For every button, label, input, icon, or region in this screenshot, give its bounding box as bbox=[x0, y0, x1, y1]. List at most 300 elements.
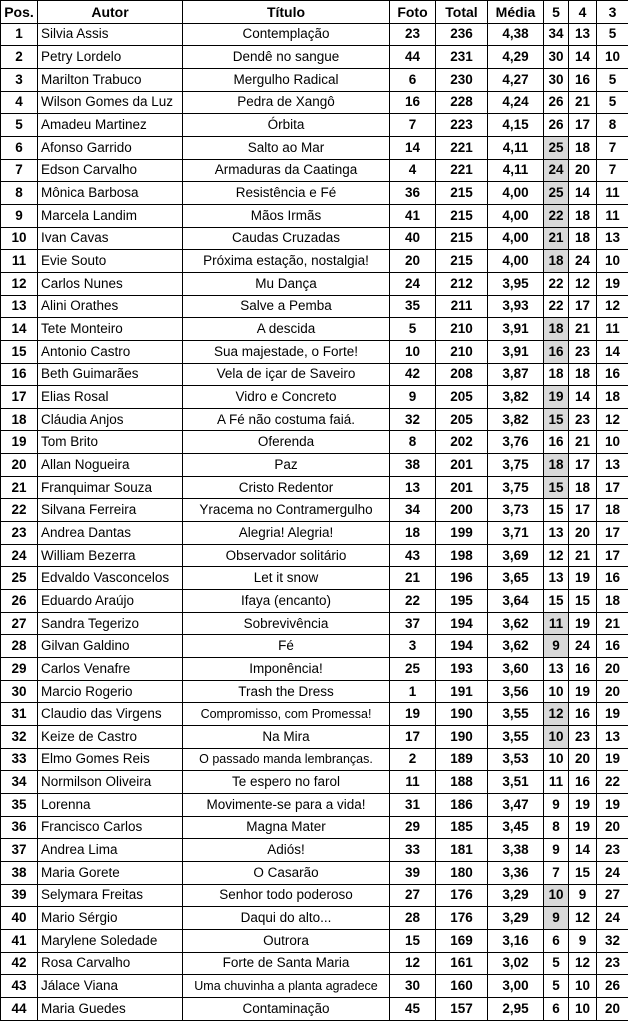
cell-pos: 22 bbox=[1, 499, 38, 522]
cell-score-5: 34 bbox=[544, 23, 569, 46]
cell-autor: Ivan Cavas bbox=[38, 227, 183, 250]
cell-autor: William Bezerra bbox=[38, 544, 183, 567]
cell-score-5: 15 bbox=[544, 499, 569, 522]
cell-media: 3,69 bbox=[488, 544, 544, 567]
cell-score-5: 30 bbox=[544, 46, 569, 69]
cell-pos: 16 bbox=[1, 363, 38, 386]
cell-score-3: 18 bbox=[597, 386, 628, 409]
cell-score-5: 11 bbox=[544, 771, 569, 794]
table-row bbox=[1, 929, 628, 952]
cell-score-5: 18 bbox=[544, 363, 569, 386]
cell-media: 4,38 bbox=[488, 23, 544, 46]
cell-score-4: 14 bbox=[569, 839, 597, 862]
cell-autor: Maria Guedes bbox=[38, 997, 183, 1020]
cell-foto: 41 bbox=[390, 204, 436, 227]
cell-media: 3,60 bbox=[488, 658, 544, 681]
cell-autor: Jálace Viana bbox=[38, 975, 183, 998]
cell-score-4: 24 bbox=[569, 250, 597, 273]
cell-media: 3,38 bbox=[488, 839, 544, 862]
cell-media: 3,82 bbox=[488, 408, 544, 431]
cell-foto: 4 bbox=[390, 159, 436, 182]
cell-titulo: Observador solitário bbox=[183, 544, 390, 567]
table-row bbox=[1, 499, 628, 522]
cell-media: 3,71 bbox=[488, 522, 544, 545]
cell-autor: Selymara Freitas bbox=[38, 884, 183, 907]
cell-titulo: A Fé não costuma faiá. bbox=[183, 408, 390, 431]
cell-score-3: 17 bbox=[597, 544, 628, 567]
cell-score-3: 17 bbox=[597, 522, 628, 545]
cell-score-5: 5 bbox=[544, 952, 569, 975]
cell-titulo: Salto ao Mar bbox=[183, 136, 390, 159]
cell-autor: Edson Carvalho bbox=[38, 159, 183, 182]
cell-score-3: 16 bbox=[597, 363, 628, 386]
cell-media: 3,62 bbox=[488, 612, 544, 635]
table-row bbox=[1, 703, 628, 726]
cell-total: 180 bbox=[436, 861, 488, 884]
cell-autor: Marylene Soledade bbox=[38, 929, 183, 952]
cell-foto: 40 bbox=[390, 227, 436, 250]
cell-total: 181 bbox=[436, 839, 488, 862]
cell-foto: 36 bbox=[390, 182, 436, 205]
cell-pos: 13 bbox=[1, 295, 38, 318]
cell-pos: 36 bbox=[1, 816, 38, 839]
cell-autor: Carlos Venafre bbox=[38, 658, 183, 681]
cell-pos: 26 bbox=[1, 590, 38, 613]
cell-score-5: 10 bbox=[544, 680, 569, 703]
cell-foto: 10 bbox=[390, 340, 436, 363]
header-media: Média bbox=[488, 1, 544, 24]
cell-pos: 40 bbox=[1, 907, 38, 930]
cell-score-4: 21 bbox=[569, 544, 597, 567]
cell-pos: 15 bbox=[1, 340, 38, 363]
cell-score-3: 7 bbox=[597, 136, 628, 159]
table-row bbox=[1, 816, 628, 839]
cell-score-4: 18 bbox=[569, 476, 597, 499]
cell-total: 200 bbox=[436, 499, 488, 522]
cell-foto: 28 bbox=[390, 907, 436, 930]
table-row bbox=[1, 295, 628, 318]
cell-titulo: Na Mira bbox=[183, 726, 390, 749]
cell-foto: 16 bbox=[390, 91, 436, 114]
table-row bbox=[1, 431, 628, 454]
cell-score-3: 27 bbox=[597, 884, 628, 907]
cell-score-5: 10 bbox=[544, 884, 569, 907]
table-row bbox=[1, 726, 628, 749]
cell-autor: Andrea Lima bbox=[38, 839, 183, 862]
cell-titulo: Ifaya (encanto) bbox=[183, 590, 390, 613]
cell-foto: 34 bbox=[390, 499, 436, 522]
cell-score-3: 10 bbox=[597, 250, 628, 273]
cell-total: 161 bbox=[436, 952, 488, 975]
cell-score-3: 14 bbox=[597, 340, 628, 363]
cell-media: 3,56 bbox=[488, 680, 544, 703]
cell-score-5: 12 bbox=[544, 703, 569, 726]
cell-total: 230 bbox=[436, 68, 488, 91]
cell-score-5: 26 bbox=[544, 114, 569, 137]
cell-titulo: Daqui do alto... bbox=[183, 907, 390, 930]
cell-titulo: Próxima estação, nostalgia! bbox=[183, 250, 390, 273]
cell-autor: Tom Brito bbox=[38, 431, 183, 454]
table-row bbox=[1, 658, 628, 681]
cell-total: 201 bbox=[436, 454, 488, 477]
table-row bbox=[1, 386, 628, 409]
cell-titulo: Contaminação bbox=[183, 997, 390, 1020]
cell-media: 3,91 bbox=[488, 340, 544, 363]
cell-media: 3,53 bbox=[488, 748, 544, 771]
cell-score-5: 11 bbox=[544, 612, 569, 635]
cell-total: 205 bbox=[436, 386, 488, 409]
cell-pos: 10 bbox=[1, 227, 38, 250]
cell-total: 223 bbox=[436, 114, 488, 137]
cell-titulo: Mu Dança bbox=[183, 272, 390, 295]
table-row bbox=[1, 182, 628, 205]
cell-pos: 2 bbox=[1, 46, 38, 69]
cell-autor: Sandra Tegerizo bbox=[38, 612, 183, 635]
cell-pos: 9 bbox=[1, 204, 38, 227]
table-row bbox=[1, 861, 628, 884]
cell-score-4: 9 bbox=[569, 884, 597, 907]
cell-score-5: 5 bbox=[544, 975, 569, 998]
cell-pos: 43 bbox=[1, 975, 38, 998]
cell-autor: Rosa Carvalho bbox=[38, 952, 183, 975]
cell-autor: Elmo Gomes Reis bbox=[38, 748, 183, 771]
cell-pos: 20 bbox=[1, 454, 38, 477]
cell-titulo: Forte de Santa Maria bbox=[183, 952, 390, 975]
cell-score-4: 17 bbox=[569, 295, 597, 318]
cell-score-3: 8 bbox=[597, 114, 628, 137]
header-pos: Pos. bbox=[1, 1, 38, 24]
cell-pos: 44 bbox=[1, 997, 38, 1020]
cell-total: 176 bbox=[436, 884, 488, 907]
cell-pos: 21 bbox=[1, 476, 38, 499]
cell-score-3: 24 bbox=[597, 907, 628, 930]
cell-total: 215 bbox=[436, 204, 488, 227]
cell-score-3: 5 bbox=[597, 68, 628, 91]
cell-pos: 6 bbox=[1, 136, 38, 159]
cell-titulo: Outrora bbox=[183, 929, 390, 952]
table-row bbox=[1, 680, 628, 703]
header-foto: Foto bbox=[390, 1, 436, 24]
cell-pos: 12 bbox=[1, 272, 38, 295]
cell-score-3: 20 bbox=[597, 997, 628, 1020]
cell-score-3: 32 bbox=[597, 929, 628, 952]
cell-pos: 17 bbox=[1, 386, 38, 409]
table-row bbox=[1, 793, 628, 816]
cell-total: 228 bbox=[436, 91, 488, 114]
cell-foto: 14 bbox=[390, 136, 436, 159]
cell-autor: Petry Lordelo bbox=[38, 46, 183, 69]
cell-score-4: 12 bbox=[569, 952, 597, 975]
table-row bbox=[1, 907, 628, 930]
cell-autor: Lorenna bbox=[38, 793, 183, 816]
cell-total: 169 bbox=[436, 929, 488, 952]
cell-score-3: 12 bbox=[597, 295, 628, 318]
cell-score-4: 19 bbox=[569, 793, 597, 816]
cell-autor: Marcio Rogerio bbox=[38, 680, 183, 703]
table-row bbox=[1, 997, 628, 1020]
cell-titulo: Mergulho Radical bbox=[183, 68, 390, 91]
cell-autor: Beth Guimarães bbox=[38, 363, 183, 386]
cell-titulo: Alegria! Alegria! bbox=[183, 522, 390, 545]
cell-autor: Wilson Gomes da Luz bbox=[38, 91, 183, 114]
cell-pos: 14 bbox=[1, 318, 38, 341]
cell-total: 185 bbox=[436, 816, 488, 839]
cell-media: 4,15 bbox=[488, 114, 544, 137]
cell-score-4: 12 bbox=[569, 907, 597, 930]
cell-score-5: 22 bbox=[544, 272, 569, 295]
cell-titulo: Uma chuvinha a planta agradece bbox=[183, 975, 390, 998]
cell-score-5: 18 bbox=[544, 250, 569, 273]
cell-autor: Marcela Landim bbox=[38, 204, 183, 227]
cell-foto: 19 bbox=[390, 703, 436, 726]
cell-autor: Gilvan Galdino bbox=[38, 635, 183, 658]
cell-media: 3,45 bbox=[488, 816, 544, 839]
cell-media: 4,00 bbox=[488, 204, 544, 227]
cell-total: 210 bbox=[436, 318, 488, 341]
cell-foto: 27 bbox=[390, 884, 436, 907]
cell-score-4: 23 bbox=[569, 408, 597, 431]
cell-score-5: 9 bbox=[544, 839, 569, 862]
cell-media: 3,95 bbox=[488, 272, 544, 295]
cell-titulo: Adiós! bbox=[183, 839, 390, 862]
table-row bbox=[1, 567, 628, 590]
cell-titulo: Mãos Irmãs bbox=[183, 204, 390, 227]
cell-pos: 31 bbox=[1, 703, 38, 726]
cell-score-4: 17 bbox=[569, 499, 597, 522]
header-score-3: 3 bbox=[597, 1, 628, 24]
table-row bbox=[1, 23, 628, 46]
cell-autor: Afonso Garrido bbox=[38, 136, 183, 159]
cell-titulo: O passado manda lembranças. bbox=[183, 748, 390, 771]
cell-total: 186 bbox=[436, 793, 488, 816]
cell-total: 221 bbox=[436, 159, 488, 182]
cell-pos: 37 bbox=[1, 839, 38, 862]
cell-total: 199 bbox=[436, 522, 488, 545]
cell-score-3: 11 bbox=[597, 318, 628, 341]
cell-pos: 11 bbox=[1, 250, 38, 273]
table-row bbox=[1, 272, 628, 295]
cell-score-4: 24 bbox=[569, 635, 597, 658]
cell-score-5: 6 bbox=[544, 929, 569, 952]
cell-foto: 6 bbox=[390, 68, 436, 91]
table-body bbox=[1, 23, 628, 1020]
cell-autor: Antonio Castro bbox=[38, 340, 183, 363]
table-row bbox=[1, 408, 628, 431]
cell-media: 3,02 bbox=[488, 952, 544, 975]
table-row bbox=[1, 748, 628, 771]
cell-pos: 1 bbox=[1, 23, 38, 46]
cell-foto: 5 bbox=[390, 318, 436, 341]
header-titulo: Título bbox=[183, 1, 390, 24]
cell-score-4: 10 bbox=[569, 975, 597, 998]
cell-autor: Mônica Barbosa bbox=[38, 182, 183, 205]
cell-score-5: 16 bbox=[544, 340, 569, 363]
cell-pos: 7 bbox=[1, 159, 38, 182]
cell-autor: Mario Sérgio bbox=[38, 907, 183, 930]
cell-foto: 3 bbox=[390, 635, 436, 658]
cell-score-5: 15 bbox=[544, 476, 569, 499]
cell-total: 205 bbox=[436, 408, 488, 431]
cell-media: 3,16 bbox=[488, 929, 544, 952]
cell-score-4: 18 bbox=[569, 204, 597, 227]
cell-score-5: 25 bbox=[544, 182, 569, 205]
cell-foto: 39 bbox=[390, 861, 436, 884]
cell-score-4: 21 bbox=[569, 91, 597, 114]
cell-score-3: 20 bbox=[597, 658, 628, 681]
cell-score-4: 9 bbox=[569, 929, 597, 952]
cell-score-5: 26 bbox=[544, 91, 569, 114]
cell-score-5: 24 bbox=[544, 159, 569, 182]
cell-score-5: 13 bbox=[544, 658, 569, 681]
cell-autor: Elias Rosal bbox=[38, 386, 183, 409]
cell-autor: Franquimar Souza bbox=[38, 476, 183, 499]
cell-pos: 3 bbox=[1, 68, 38, 91]
cell-media: 3,82 bbox=[488, 386, 544, 409]
cell-total: 196 bbox=[436, 567, 488, 590]
cell-score-5: 30 bbox=[544, 68, 569, 91]
cell-titulo: Trash the Dress bbox=[183, 680, 390, 703]
cell-autor: Marilton Trabuco bbox=[38, 68, 183, 91]
cell-score-5: 10 bbox=[544, 726, 569, 749]
cell-pos: 5 bbox=[1, 114, 38, 137]
cell-media: 4,29 bbox=[488, 46, 544, 69]
cell-foto: 9 bbox=[390, 386, 436, 409]
table-row bbox=[1, 318, 628, 341]
cell-score-3: 11 bbox=[597, 182, 628, 205]
cell-score-3: 16 bbox=[597, 635, 628, 658]
cell-score-3: 24 bbox=[597, 861, 628, 884]
cell-total: 221 bbox=[436, 136, 488, 159]
cell-score-3: 20 bbox=[597, 816, 628, 839]
cell-total: 195 bbox=[436, 590, 488, 613]
cell-pos: 32 bbox=[1, 726, 38, 749]
cell-pos: 4 bbox=[1, 91, 38, 114]
cell-pos: 34 bbox=[1, 771, 38, 794]
table-row bbox=[1, 159, 628, 182]
cell-score-4: 18 bbox=[569, 227, 597, 250]
cell-titulo: Armaduras da Caatinga bbox=[183, 159, 390, 182]
table-row bbox=[1, 952, 628, 975]
cell-score-3: 23 bbox=[597, 952, 628, 975]
cell-foto: 21 bbox=[390, 567, 436, 590]
cell-total: 215 bbox=[436, 227, 488, 250]
cell-score-5: 19 bbox=[544, 386, 569, 409]
cell-score-3: 23 bbox=[597, 839, 628, 862]
cell-autor: Cláudia Anjos bbox=[38, 408, 183, 431]
cell-pos: 39 bbox=[1, 884, 38, 907]
cell-score-3: 26 bbox=[597, 975, 628, 998]
cell-score-4: 18 bbox=[569, 136, 597, 159]
cell-media: 2,95 bbox=[488, 997, 544, 1020]
cell-score-3: 19 bbox=[597, 272, 628, 295]
cell-foto: 45 bbox=[390, 997, 436, 1020]
table-row bbox=[1, 114, 628, 137]
header-row bbox=[1, 1, 628, 24]
cell-score-4: 15 bbox=[569, 590, 597, 613]
cell-pos: 30 bbox=[1, 680, 38, 703]
cell-pos: 27 bbox=[1, 612, 38, 635]
cell-score-5: 15 bbox=[544, 590, 569, 613]
cell-total: 160 bbox=[436, 975, 488, 998]
cell-media: 4,00 bbox=[488, 250, 544, 273]
cell-titulo: Compromisso, com Promessa! bbox=[183, 703, 390, 726]
cell-titulo: Vela de içar de Saveiro bbox=[183, 363, 390, 386]
cell-score-3: 13 bbox=[597, 227, 628, 250]
cell-media: 3,73 bbox=[488, 499, 544, 522]
cell-foto: 37 bbox=[390, 612, 436, 635]
cell-foto: 22 bbox=[390, 590, 436, 613]
cell-score-3: 11 bbox=[597, 204, 628, 227]
cell-pos: 28 bbox=[1, 635, 38, 658]
table-row bbox=[1, 771, 628, 794]
cell-autor: Claudio das Virgens bbox=[38, 703, 183, 726]
cell-media: 3,75 bbox=[488, 476, 544, 499]
cell-score-4: 23 bbox=[569, 340, 597, 363]
cell-media: 4,24 bbox=[488, 91, 544, 114]
cell-score-3: 13 bbox=[597, 726, 628, 749]
cell-pos: 19 bbox=[1, 431, 38, 454]
cell-titulo: Sua majestade, o Forte! bbox=[183, 340, 390, 363]
cell-pos: 35 bbox=[1, 793, 38, 816]
cell-foto: 20 bbox=[390, 250, 436, 273]
cell-media: 4,00 bbox=[488, 182, 544, 205]
cell-score-3: 16 bbox=[597, 567, 628, 590]
cell-score-3: 17 bbox=[597, 476, 628, 499]
cell-autor: Francisco Carlos bbox=[38, 816, 183, 839]
table-row bbox=[1, 46, 628, 69]
cell-titulo: Fé bbox=[183, 635, 390, 658]
cell-score-4: 16 bbox=[569, 771, 597, 794]
cell-pos: 8 bbox=[1, 182, 38, 205]
cell-media: 3,55 bbox=[488, 703, 544, 726]
cell-score-5: 22 bbox=[544, 295, 569, 318]
cell-autor: Eduardo Araújo bbox=[38, 590, 183, 613]
table-row bbox=[1, 68, 628, 91]
cell-media: 3,51 bbox=[488, 771, 544, 794]
cell-media: 4,11 bbox=[488, 136, 544, 159]
header-score-5: 5 bbox=[544, 1, 569, 24]
cell-score-5: 9 bbox=[544, 907, 569, 930]
cell-score-4: 17 bbox=[569, 114, 597, 137]
cell-autor: Allan Nogueira bbox=[38, 454, 183, 477]
cell-score-4: 19 bbox=[569, 680, 597, 703]
cell-foto: 32 bbox=[390, 408, 436, 431]
cell-foto: 44 bbox=[390, 46, 436, 69]
cell-score-5: 9 bbox=[544, 635, 569, 658]
cell-autor: Evie Souto bbox=[38, 250, 183, 273]
cell-autor: Maria Gorete bbox=[38, 861, 183, 884]
cell-score-4: 19 bbox=[569, 612, 597, 635]
table-row bbox=[1, 975, 628, 998]
cell-total: 188 bbox=[436, 771, 488, 794]
table-row bbox=[1, 250, 628, 273]
table-row bbox=[1, 612, 628, 635]
cell-pos: 33 bbox=[1, 748, 38, 771]
cell-score-3: 18 bbox=[597, 590, 628, 613]
cell-total: 189 bbox=[436, 748, 488, 771]
cell-score-5: 13 bbox=[544, 522, 569, 545]
cell-foto: 7 bbox=[390, 114, 436, 137]
cell-score-4: 21 bbox=[569, 431, 597, 454]
cell-titulo: Imponência! bbox=[183, 658, 390, 681]
cell-score-4: 21 bbox=[569, 318, 597, 341]
cell-autor: Andrea Dantas bbox=[38, 522, 183, 545]
cell-score-5: 10 bbox=[544, 748, 569, 771]
cell-foto: 11 bbox=[390, 771, 436, 794]
cell-score-5: 18 bbox=[544, 318, 569, 341]
cell-titulo: Pedra de Xangô bbox=[183, 91, 390, 114]
cell-score-3: 13 bbox=[597, 454, 628, 477]
